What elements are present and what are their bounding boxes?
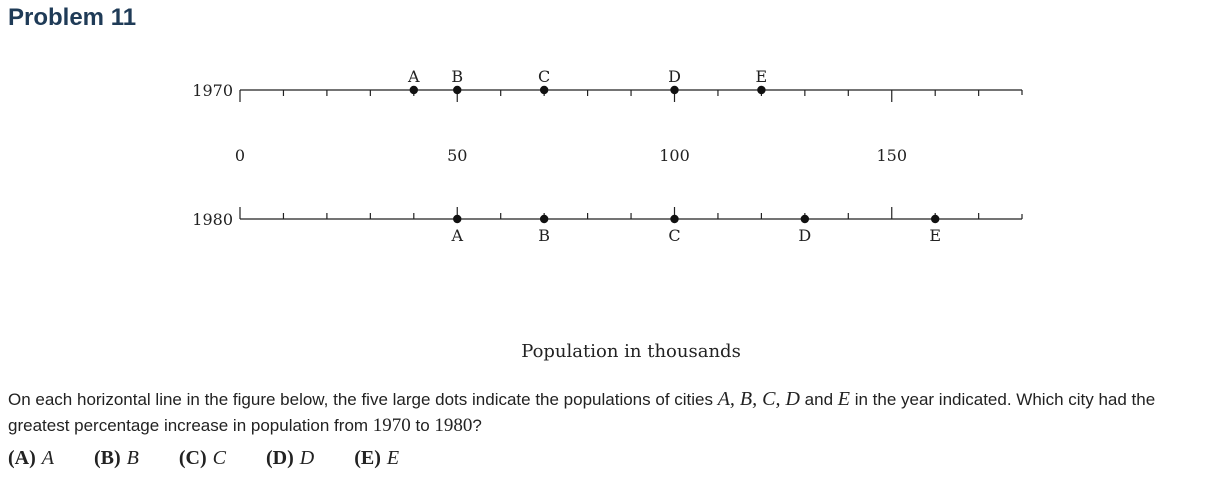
city-label-1970: E [755, 67, 768, 86]
city-dot-1970 [540, 86, 548, 94]
city-label-1980: A [451, 226, 464, 245]
city-label-1970: C [538, 67, 551, 86]
choice-e-tag: (E) [354, 447, 381, 469]
city-label-1980: E [929, 226, 942, 245]
city-label-1970: B [451, 67, 464, 86]
problem-title: Problem 11 [8, 4, 137, 31]
question-city-e: E [837, 388, 850, 410]
scale-label: 150 [876, 146, 908, 165]
question-and: and [799, 390, 838, 409]
choice-b[interactable] [94, 447, 139, 470]
year-label-1980: 1980 [192, 210, 233, 229]
choice-b-tag: (B) [93, 447, 121, 469]
choice-d-value: D [299, 447, 315, 469]
choice-a-value: A [41, 447, 54, 469]
choice-c[interactable] [179, 447, 226, 470]
question-part1: On each horizontal line in the figure below, the five large dots indicate the populations of cities [8, 390, 718, 409]
city-dot-1980 [540, 215, 548, 223]
city-label-1980: C [668, 226, 681, 245]
choice-c-value: C [212, 447, 226, 469]
city-dot-1980 [931, 215, 939, 223]
scale-label: 100 [659, 146, 690, 165]
city-dot-1980 [670, 215, 678, 223]
question-cities: A, B, C, D [717, 388, 800, 410]
year-label-1970: 1970 [192, 81, 233, 100]
scale-label: 50 [447, 146, 468, 165]
choice-a-tag: (A) [8, 447, 36, 469]
axis-caption: Population in thousands [521, 341, 741, 362]
question-end: ? [472, 416, 482, 435]
city-label-1970: A [408, 67, 420, 86]
choice-a[interactable] [8, 447, 54, 470]
city-dot-1980 [801, 215, 809, 223]
city-dot-1970 [757, 86, 765, 94]
choice-b-value: B [126, 447, 139, 469]
question-part2: in the year indicated. Which city had the greatest percentage increase in population from [8, 390, 1156, 435]
answer-choices [8, 447, 439, 470]
city-dot-1970 [410, 86, 418, 94]
choice-e[interactable] [354, 447, 399, 470]
city-label-1980: D [798, 226, 812, 245]
choice-d[interactable] [266, 447, 314, 470]
city-dot-1970 [453, 86, 461, 94]
question-year2: 1980 [434, 415, 473, 436]
scale-label: 0 [234, 146, 246, 165]
question-text [8, 386, 1203, 439]
choice-e-value: E [386, 447, 400, 469]
question-to: to [410, 416, 435, 435]
question-year1: 1970 [372, 415, 411, 436]
city-label-1970: D [668, 67, 681, 86]
city-dot-1970 [670, 86, 678, 94]
choice-c-tag: (C) [178, 447, 207, 469]
choice-d-tag: (D) [265, 447, 294, 469]
city-label-1980: B [538, 226, 551, 245]
city-dot-1980 [453, 215, 461, 223]
